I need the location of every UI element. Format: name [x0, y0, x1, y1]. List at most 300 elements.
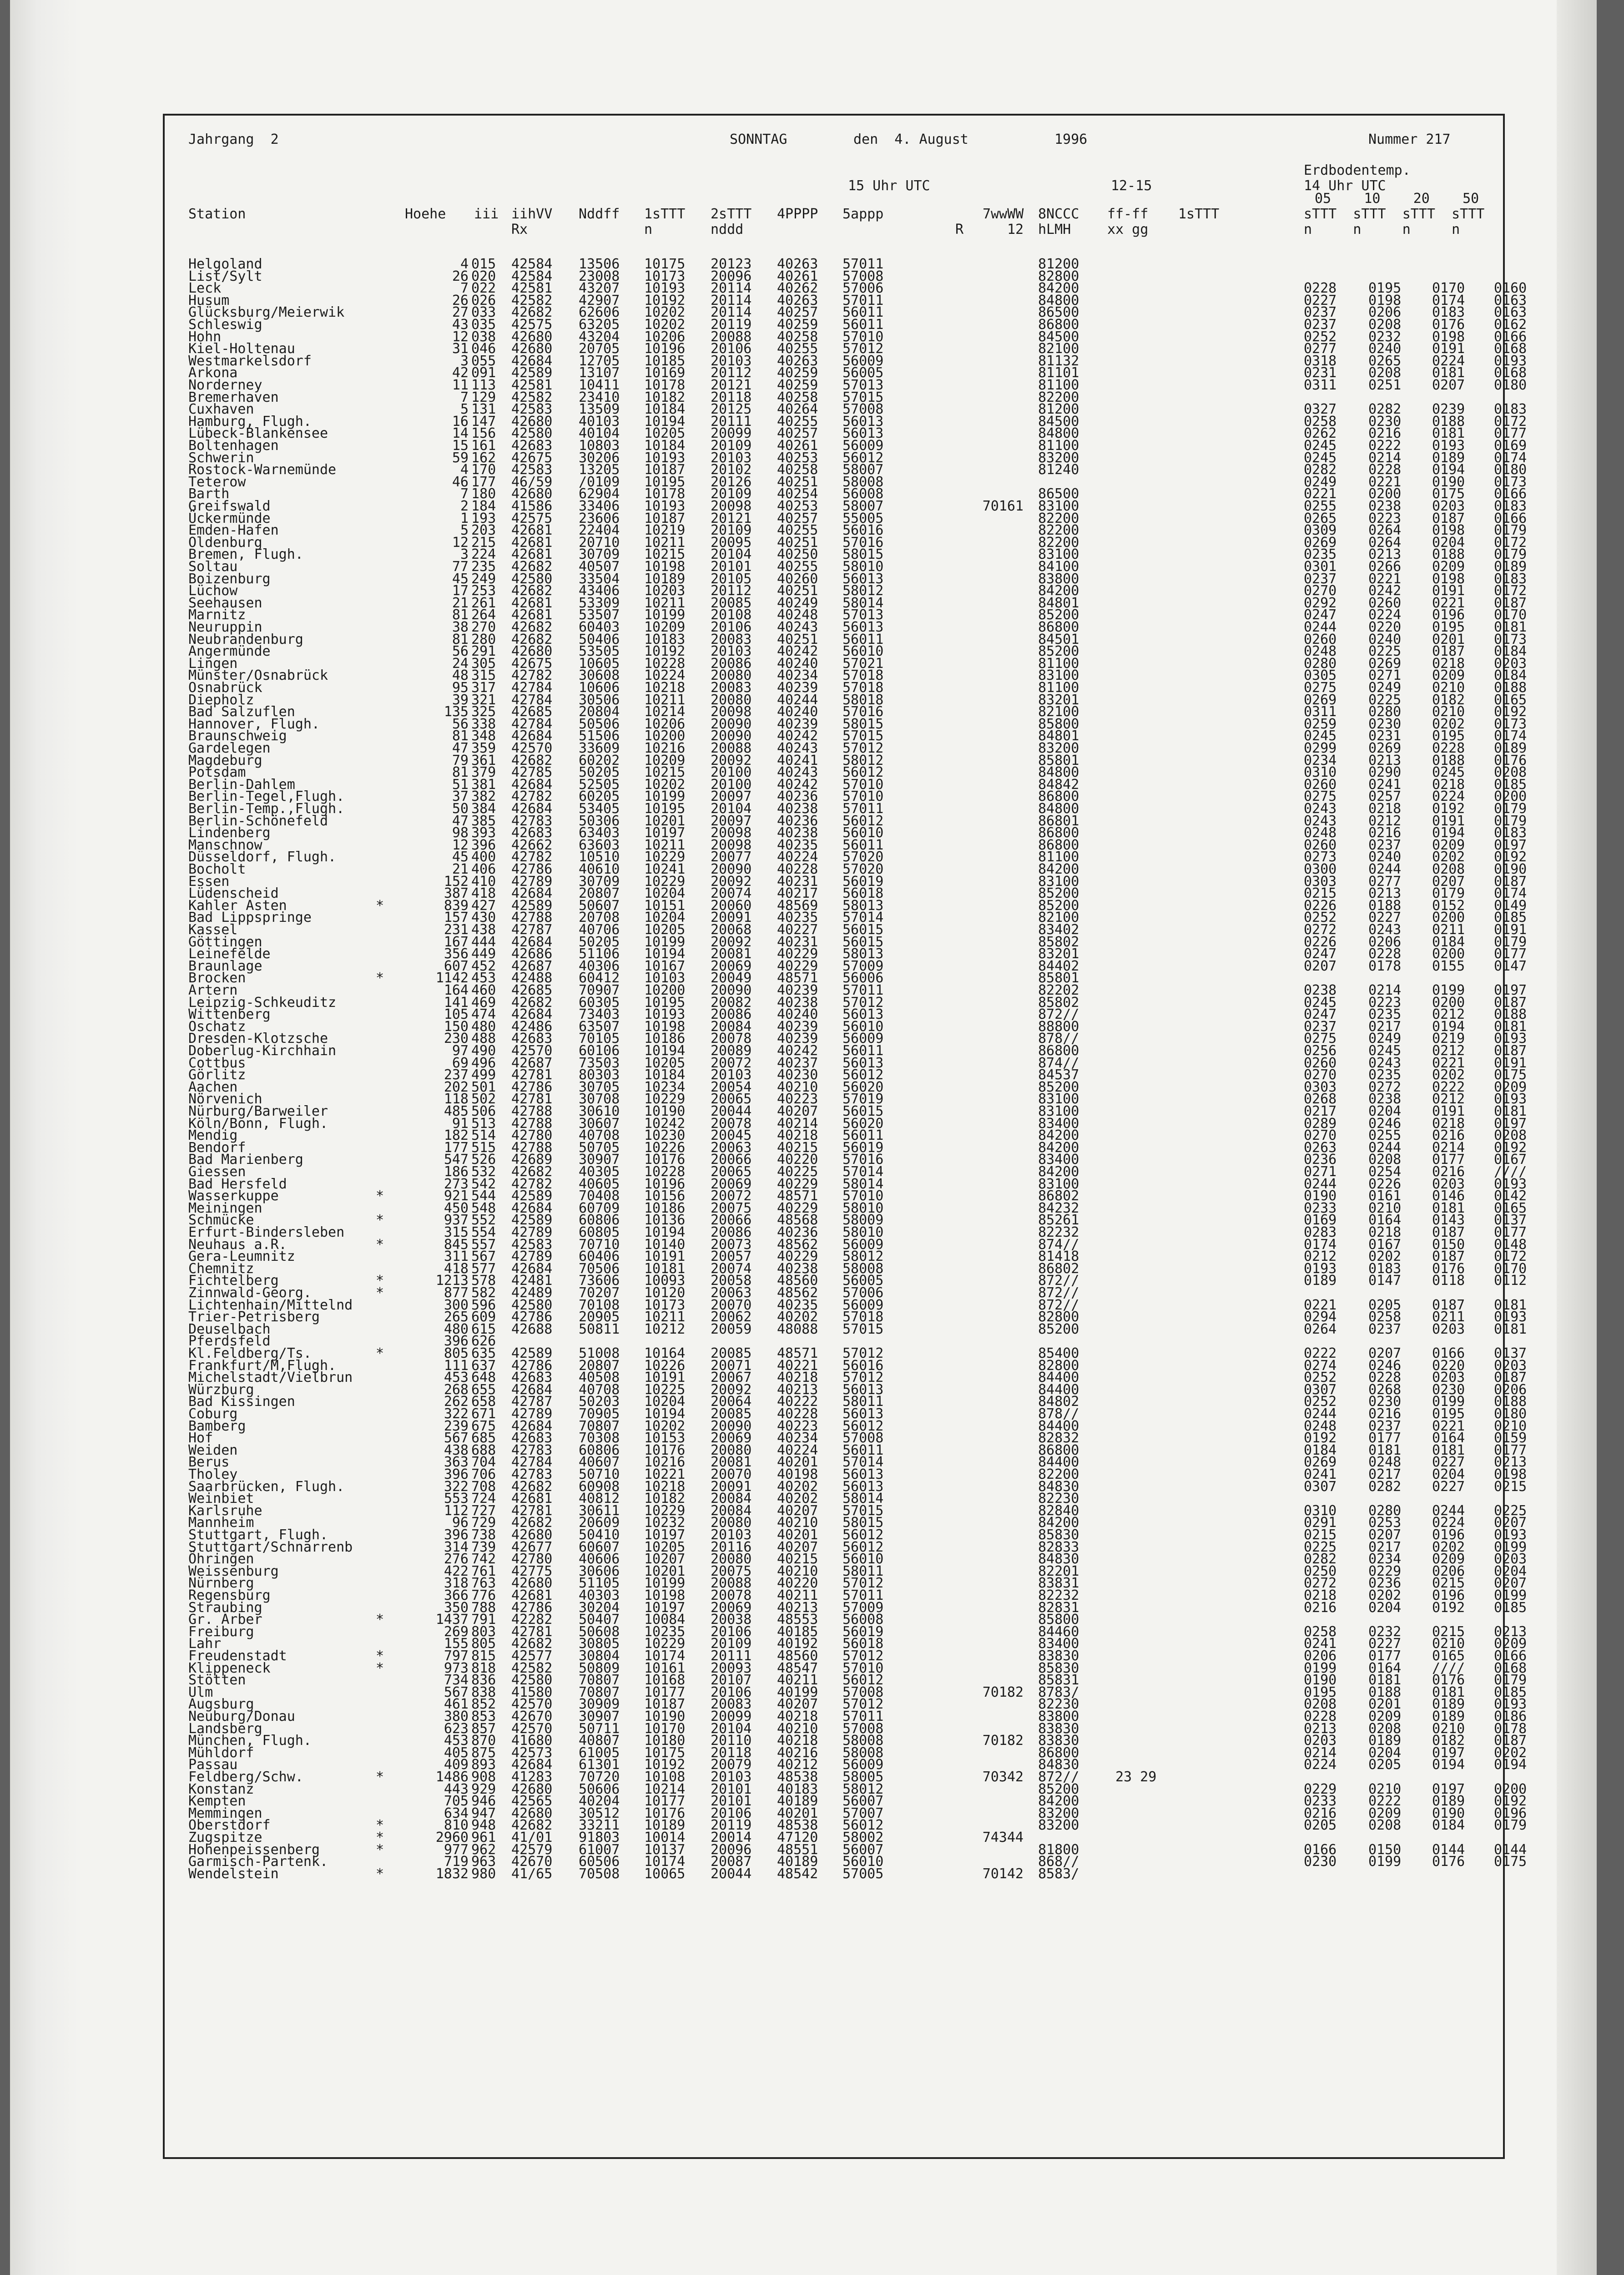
soil-05: 0195 — [1304, 1684, 1337, 1700]
soil-20: 0195 — [1432, 619, 1465, 635]
soil-05: 0245 — [1304, 438, 1337, 454]
tendency: 56007 — [842, 1841, 884, 1858]
soil-10: 0208 — [1368, 317, 1402, 333]
height: 48 — [452, 667, 469, 684]
soil-50: 0203 — [1494, 655, 1527, 672]
t2: 20080 — [711, 1442, 752, 1458]
pressure: 40263 — [777, 353, 818, 369]
height: 311 — [444, 1249, 469, 1265]
pressure: 40211 — [777, 1587, 818, 1603]
ff-sub-header: xx gg — [1107, 222, 1149, 238]
cloud: 82831 — [1038, 1599, 1079, 1616]
station-name: Fichtelberg — [188, 1273, 279, 1289]
station-name: Oldenburg — [188, 534, 262, 551]
pressure: 40228 — [777, 861, 818, 877]
nddff: 10606 — [579, 680, 620, 696]
t1: 10181 — [644, 1260, 686, 1277]
station-id: 582 — [471, 1285, 496, 1301]
soil-20: 0184 — [1432, 934, 1465, 950]
soil-05: 0291 — [1304, 1515, 1337, 1531]
tendency: 58011 — [842, 1563, 884, 1579]
station-id: 805 — [471, 1636, 496, 1652]
height: 734 — [444, 1672, 469, 1689]
height: 810 — [444, 1817, 469, 1834]
pressure: 40217 — [777, 885, 818, 902]
cloud: 86802 — [1038, 1188, 1079, 1204]
cloud: 85200 — [1038, 607, 1079, 623]
station-id: 035 — [471, 317, 496, 333]
t1: 10187 — [644, 1696, 686, 1713]
t2: 20049 — [711, 970, 752, 986]
iihvv: 41680 — [511, 1733, 553, 1749]
nddff: 40104 — [579, 425, 620, 442]
soil-05: 0310 — [1304, 764, 1337, 781]
height: 1437 — [435, 1612, 469, 1628]
soil-50: 0187 — [1494, 1733, 1527, 1749]
soil-50: 0192 — [1494, 704, 1527, 720]
soil-50: 0187 — [1494, 1370, 1527, 1386]
soil-05: 0269 — [1304, 534, 1337, 551]
station-id: 020 — [471, 268, 496, 284]
pressure: 40235 — [777, 910, 818, 926]
t2: 20118 — [711, 389, 752, 405]
soil-10: 0251 — [1368, 377, 1402, 393]
station-id: 742 — [471, 1551, 496, 1567]
t1: 10211 — [644, 1309, 686, 1325]
t1: 10206 — [644, 716, 686, 732]
soil-10: 0220 — [1368, 619, 1402, 635]
cloud: 85801 — [1038, 752, 1079, 768]
height: 231 — [444, 922, 469, 938]
height: 262 — [444, 1394, 469, 1410]
height: 438 — [444, 1442, 469, 1458]
iihvv: 42783 — [511, 813, 553, 829]
cloud: 874// — [1038, 1236, 1079, 1253]
station-name: Greifswald — [188, 498, 271, 514]
cloud: 83830 — [1038, 1733, 1079, 1749]
t2: 20073 — [711, 1236, 752, 1253]
nddff: 30206 — [579, 450, 620, 466]
ff-header: ff-ff — [1107, 206, 1149, 222]
soil-50: 0188 — [1494, 680, 1527, 696]
soil-10: 0217 — [1368, 1018, 1402, 1035]
soil-10: 0242 — [1368, 583, 1402, 599]
t1-sub-header: n — [644, 222, 653, 238]
soil-50: 0188 — [1494, 1394, 1527, 1410]
soil-50: 0177 — [1494, 425, 1527, 442]
height: 366 — [444, 1587, 469, 1603]
nddff: 70308 — [579, 1430, 620, 1446]
t1: 10199 — [644, 607, 686, 623]
t2: 20081 — [711, 946, 752, 962]
soil-05: 0216 — [1304, 1805, 1337, 1821]
t2: 20106 — [711, 341, 752, 357]
soil-50: 0207 — [1494, 1575, 1527, 1592]
pressure: 40210 — [777, 1563, 818, 1579]
t1: 10211 — [644, 837, 686, 853]
station-id: 513 — [471, 1115, 496, 1132]
pressure: 40213 — [777, 1381, 818, 1398]
t1: 10193 — [644, 1006, 686, 1023]
station-name: Lichtenhain/Mittelnd — [188, 1297, 353, 1313]
nddff: 20609 — [579, 1515, 620, 1531]
iihvv: 42687 — [511, 1055, 553, 1071]
nddff: 13205 — [579, 462, 620, 478]
t1: 10211 — [644, 692, 686, 708]
nddff: 50407 — [579, 1612, 620, 1628]
soil-50: 0213 — [1494, 1623, 1527, 1640]
height: 422 — [444, 1563, 469, 1579]
soil-10: 0231 — [1368, 728, 1402, 744]
pressure: 40201 — [777, 1527, 818, 1543]
soil-20: 0224 — [1432, 353, 1465, 369]
height: 396 — [444, 1466, 469, 1482]
soil-10: 0244 — [1368, 1139, 1402, 1156]
soil-10: 0214 — [1368, 450, 1402, 466]
station-name: Teterow — [188, 474, 246, 490]
t1: 10192 — [644, 292, 686, 308]
station-name: Marnitz — [188, 607, 246, 623]
height: 43 — [452, 317, 469, 333]
height: 937 — [444, 1212, 469, 1228]
t1: 10201 — [644, 813, 686, 829]
t2: 20106 — [711, 1805, 752, 1821]
soil-20: 0199 — [1432, 1394, 1465, 1410]
nddff: 30804 — [579, 1648, 620, 1664]
iihvv: 42684 — [511, 728, 553, 744]
t1: 10205 — [644, 922, 686, 938]
tendency: 56013 — [842, 1055, 884, 1071]
soil-10: 0200 — [1368, 486, 1402, 502]
pressure: 40222 — [777, 1394, 818, 1410]
pressure: 40258 — [777, 329, 818, 345]
soil-05: 0269 — [1304, 1454, 1337, 1471]
soil-20: 0198 — [1432, 329, 1465, 345]
iihvv: 46/59 — [511, 474, 553, 490]
iihvv: 42687 — [511, 958, 553, 974]
tendency: 56015 — [842, 934, 884, 950]
soil-50: 0200 — [1494, 789, 1527, 805]
t1: 10137 — [644, 1841, 686, 1858]
height: 453 — [444, 1733, 469, 1749]
t1: 10242 — [644, 1115, 686, 1132]
iihvv: 42788 — [511, 910, 553, 926]
t2: 20112 — [711, 583, 752, 599]
tendency: 57012 — [842, 1696, 884, 1713]
soil-05: 0224 — [1304, 1757, 1337, 1773]
soil-50: 0180 — [1494, 1406, 1527, 1422]
t2: 20099 — [711, 425, 752, 442]
station-id: 249 — [471, 571, 496, 587]
pressure: 40253 — [777, 498, 818, 514]
station-name: Cuxhaven — [188, 401, 254, 418]
station-name: Soltau — [188, 559, 238, 575]
t2: 20092 — [711, 752, 752, 768]
height: 81 — [452, 764, 469, 781]
iihvv: 42580 — [511, 1297, 553, 1313]
soil-10: 0230 — [1368, 716, 1402, 732]
cloud: 84400 — [1038, 1381, 1079, 1398]
cloud: 83100 — [1038, 1176, 1079, 1192]
iihvv: 42682 — [511, 1164, 553, 1180]
soil-10: 0280 — [1368, 1502, 1402, 1519]
tendency: 58008 — [842, 1260, 884, 1277]
t1: 10199 — [644, 934, 686, 950]
station-name: Schleswig — [188, 317, 262, 333]
station-id: 838 — [471, 1684, 496, 1700]
soil-20: 0181 — [1432, 1684, 1465, 1700]
station-name: Braunlage — [188, 958, 262, 974]
pressure: 40242 — [777, 643, 818, 660]
soil-10: 0266 — [1368, 559, 1402, 575]
station-name: Wittenberg — [188, 1006, 271, 1023]
station-id: 325 — [471, 704, 496, 720]
tendency: 57009 — [842, 1599, 884, 1616]
station-name: Wasserkuppe — [188, 1188, 279, 1204]
station-id: 729 — [471, 1515, 496, 1531]
cloud: 83100 — [1038, 667, 1079, 684]
nddff: 20807 — [579, 885, 620, 902]
tendency: 56009 — [842, 1297, 884, 1313]
station-name: Neubrandenburg — [188, 631, 303, 647]
soil-10: 0164 — [1368, 1212, 1402, 1228]
mountain-marker: * — [376, 1285, 384, 1301]
iihvv: 42680 — [511, 329, 553, 345]
cloud: 84500 — [1038, 413, 1079, 430]
t2: 20106 — [711, 1623, 752, 1640]
t1: 10202 — [644, 776, 686, 793]
soil-05: 0227 — [1304, 292, 1337, 308]
soil-05: 0206 — [1304, 1648, 1337, 1664]
iihvv: 42781 — [511, 1623, 553, 1640]
pressure: 40241 — [777, 752, 818, 768]
tendency: 56010 — [842, 825, 884, 841]
soil-20: 0196 — [1432, 607, 1465, 623]
station-name: Gera-Leumnitz — [188, 1249, 295, 1265]
station-id: 836 — [471, 1672, 496, 1689]
nddff: 10510 — [579, 849, 620, 865]
soil-05: 0226 — [1304, 897, 1337, 914]
cloud: 82200 — [1038, 510, 1079, 526]
soil-10: 0238 — [1368, 498, 1402, 514]
height: 50 — [452, 801, 469, 817]
tendency: 56008 — [842, 1612, 884, 1628]
iihvv: 42489 — [511, 1285, 553, 1301]
soil-20: 0183 — [1432, 304, 1465, 321]
iihvv: 42589 — [511, 1212, 553, 1228]
cloud: 84200 — [1038, 1127, 1079, 1144]
station-id: 321 — [471, 692, 496, 708]
soil-10: 0207 — [1368, 1527, 1402, 1543]
soil-50: 0193 — [1494, 1091, 1527, 1107]
soil-05: 0236 — [1304, 1152, 1337, 1168]
t1: 10229 — [644, 1502, 686, 1519]
pressure: 40257 — [777, 510, 818, 526]
station-name: List/Sylt — [188, 268, 262, 284]
iihvv: 42580 — [511, 1672, 553, 1689]
t2: 20088 — [711, 329, 752, 345]
height: 461 — [444, 1696, 469, 1713]
t1: 10193 — [644, 280, 686, 297]
t2: 20119 — [711, 317, 752, 333]
soil-10: 0147 — [1368, 1273, 1402, 1289]
pressure: 48571 — [777, 1345, 818, 1361]
tendency: 56019 — [842, 1623, 884, 1640]
pressure: 40251 — [777, 474, 818, 490]
station-id: 544 — [471, 1188, 496, 1204]
height: 105 — [444, 1006, 469, 1023]
pressure: 40210 — [777, 1720, 818, 1737]
tendency: 57021 — [842, 655, 884, 672]
soil-50: 0180 — [1494, 462, 1527, 478]
soil-10: 0222 — [1368, 438, 1402, 454]
soil-20: 0194 — [1432, 1018, 1465, 1035]
iihvv: 42781 — [511, 1091, 553, 1107]
station-id: 708 — [471, 1478, 496, 1495]
soil-50: 0168 — [1494, 365, 1527, 381]
tendency: 58012 — [842, 1781, 884, 1797]
soil-05: 0250 — [1304, 1563, 1337, 1579]
cloud: 872// — [1038, 1006, 1079, 1023]
soil-20: 0188 — [1432, 413, 1465, 430]
iihvv: 42582 — [511, 292, 553, 308]
height: 118 — [444, 1091, 469, 1107]
height: 24 — [452, 655, 469, 672]
station-name: Potsdam — [188, 764, 246, 781]
t1: 10108 — [644, 1769, 686, 1785]
soil-50: 0192 — [1494, 849, 1527, 865]
pressure: 40239 — [777, 982, 818, 998]
t1: 10197 — [644, 1527, 686, 1543]
tendency: 58002 — [842, 1830, 884, 1845]
cloud: 83100 — [1038, 498, 1079, 514]
station-name: Freudenstadt — [188, 1648, 287, 1664]
soil-sub-header: n n n n — [1304, 222, 1460, 238]
soil-10: 0208 — [1368, 365, 1402, 381]
pressure: 40202 — [777, 1309, 818, 1325]
soil-50: 0175 — [1494, 1854, 1527, 1870]
iihvv: 42784 — [511, 680, 553, 696]
soil-20: 0189 — [1432, 1793, 1465, 1810]
t1: 10198 — [644, 1018, 686, 1035]
t2: 20109 — [711, 438, 752, 454]
t1: 10211 — [644, 595, 686, 611]
soil-10: 0249 — [1368, 1031, 1402, 1047]
pressure: 40257 — [777, 304, 818, 321]
cloud: 84400 — [1038, 1454, 1079, 1471]
soil-05: 0247 — [1304, 946, 1337, 962]
soil-05: 0174 — [1304, 1236, 1337, 1253]
t2: 20087 — [711, 1854, 752, 1870]
nddff: 23008 — [579, 268, 620, 284]
height: 150 — [444, 1018, 469, 1035]
t1: 10198 — [644, 559, 686, 575]
station-id: 496 — [471, 1055, 496, 1071]
pressure: 40218 — [777, 1370, 818, 1386]
t2: 20108 — [711, 607, 752, 623]
iihvv: 42682 — [511, 583, 553, 599]
soil-20: 0188 — [1432, 752, 1465, 768]
soil-05: 0255 — [1304, 498, 1337, 514]
pressure: 40262 — [777, 280, 818, 297]
nddff: 43406 — [579, 583, 620, 599]
t1: 10184 — [644, 401, 686, 418]
height: 21 — [452, 861, 469, 877]
station-id: 438 — [471, 922, 496, 938]
iihvv: 42589 — [511, 1188, 553, 1204]
iihvv: 42684 — [511, 353, 553, 369]
tendency: 57013 — [842, 607, 884, 623]
iii-header: iii — [474, 206, 499, 222]
station-name: Berus — [188, 1454, 230, 1471]
cloud: 84400 — [1038, 1418, 1079, 1434]
pressure: 40185 — [777, 1623, 818, 1640]
nddff: 50205 — [579, 764, 620, 781]
iihvv: 42580 — [511, 425, 553, 442]
t2: 20044 — [711, 1866, 752, 1882]
height: 5 — [460, 522, 469, 539]
mountain-marker: * — [376, 1236, 384, 1253]
nddff: 40204 — [579, 1793, 620, 1810]
station-id: 727 — [471, 1502, 496, 1519]
page-edge-shadow — [1557, 0, 1597, 2275]
nddff: 30611 — [579, 1502, 620, 1519]
cloud: 85800 — [1038, 716, 1079, 732]
iihvv: 42782 — [511, 667, 553, 684]
cloud: 82200 — [1038, 389, 1079, 405]
pressure: 40229 — [777, 1176, 818, 1192]
station-name: Stuttgart/Schnarrenb — [188, 1539, 353, 1555]
soil-50: 0173 — [1494, 631, 1527, 647]
soil-10: 0282 — [1368, 401, 1402, 418]
tendency: 56010 — [842, 1551, 884, 1567]
weather: 70182 — [982, 1733, 1024, 1749]
soil-10: 0234 — [1368, 1551, 1402, 1567]
soil-utc-heading: 14 Uhr UTC — [1304, 178, 1386, 194]
station-name: Lüchow — [188, 583, 238, 599]
soil-50: 0179 — [1494, 522, 1527, 539]
tendency: 57008 — [842, 1430, 884, 1446]
height: 409 — [444, 1757, 469, 1773]
nddff: 53405 — [579, 801, 620, 817]
t1: 10156 — [644, 1188, 686, 1204]
height: 47 — [452, 813, 469, 829]
station-name: Seehausen — [188, 595, 262, 611]
tendency: 57014 — [842, 1164, 884, 1180]
station-name: Kl.Feldberg/Ts. — [188, 1345, 312, 1361]
height: 230 — [444, 1031, 469, 1047]
soil-10: 0202 — [1368, 1249, 1402, 1265]
nddff: 60607 — [579, 1539, 620, 1555]
t2: 20066 — [711, 1212, 752, 1228]
soil-05: 0245 — [1304, 450, 1337, 466]
soil-10: 0229 — [1368, 1563, 1402, 1579]
t1: 10199 — [644, 1575, 686, 1592]
cloud: 85200 — [1038, 1321, 1079, 1337]
tendency: 56012 — [842, 764, 884, 781]
t2: 20069 — [711, 1599, 752, 1616]
station-id: 379 — [471, 764, 496, 781]
station-id: 396 — [471, 837, 496, 853]
station-name: Weinbiet — [188, 1491, 254, 1507]
tendency: 57010 — [842, 329, 884, 345]
soil-50: 0168 — [1494, 341, 1527, 357]
t1: 10189 — [644, 571, 686, 587]
station-name: Deuselbach — [188, 1321, 271, 1337]
station-id: 688 — [471, 1442, 496, 1458]
station-name: Schwerin — [188, 450, 254, 466]
station-name: Bad Lippspringe — [188, 910, 312, 926]
